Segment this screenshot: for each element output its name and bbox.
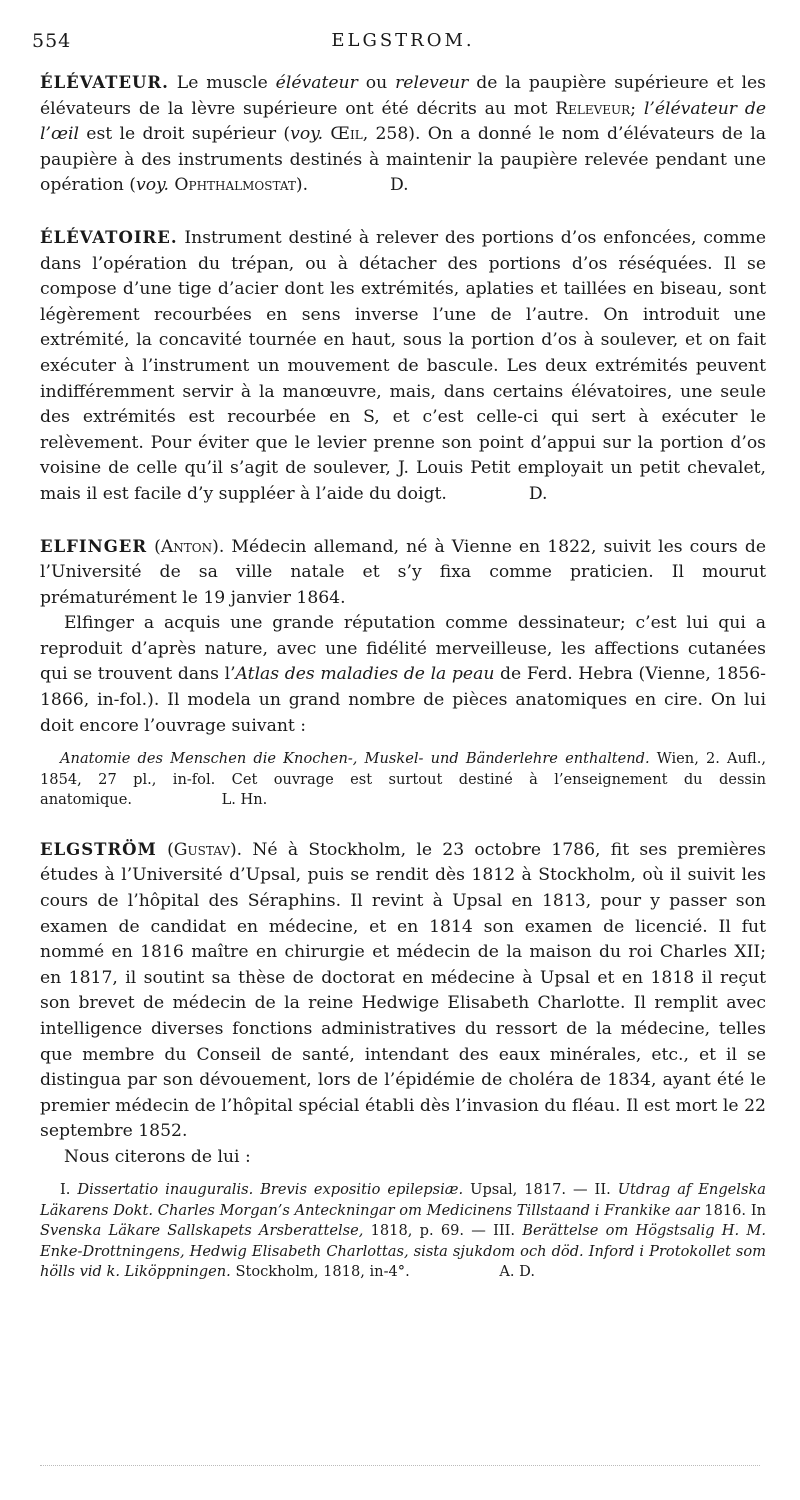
page-header: [32, 30, 766, 58]
entry-elfinger: [40, 534, 766, 811]
entry-paragraph: Elfinger a acquis une grande réputation comme dessinateur; c’est lui qui a reproduit d’après nature, avec une fidélité merveilleuse, les affections cutanées qui se trouvent dans l’Atlas des maladies de la peau de Ferd. Hebra (Vienne, 1856-1866, in-fol.). Il modela un grand nombre de pièces anatomiques en cire. On lui doit encore l’ouvrage suivant :: [40, 613, 766, 736]
small-caps-ref: Œil: [330, 124, 363, 145]
italic-text: Berättelse om Högstsalig H. M. Enke-Drottningens, Hedwig Elisabeth Charlottas, sista sjukdom och död. Inford i Protokollet som hölls vid k. Liköppningen.: [40, 1222, 766, 1281]
author-signature: D.: [528, 483, 548, 504]
headword: ÉLÉVATEUR.: [40, 73, 169, 92]
headword: ELFINGER: [40, 536, 148, 556]
bibliography: Anatomie des Menschen die Knochen-, Muskel- und Bänderlehre enthaltend. Wien, 2. Aufl., 1854, 27 pl., in-fol. Cet ouvrage est surtout destiné à l’enseignement du dessin anatomique. L. Hn.: [40, 749, 766, 811]
italic-text: voy.: [290, 124, 324, 145]
italic-text: Utdrag af Engelska Läkarens Dokt. Charles Morgan’s Anteckningar om Medicinens Tillstaand i Frankike aar: [40, 1181, 767, 1219]
small-caps-ref: Releveur: [555, 98, 631, 119]
author-signature: A. D.: [499, 1263, 535, 1281]
entry-elevatoire: [40, 225, 766, 508]
italic-text: releveur: [395, 73, 469, 93]
small-caps-ref: Ophthalmostat: [174, 175, 296, 196]
page-edge-rule: [40, 1465, 760, 1466]
entry-body: ELGSTRÖM (Gustav). Né à Stockholm, le 23 octobre 1786, fit ses premières études à l’Université d’Upsal, puis se rendit dès 1812 à Stockholm, où il suivit les cours de l’hôpital des Séraphins. Il revint à Upsal en 1813, pour y passer son examen de candidat en médecine, et en 1814 son examen de licencié. Il fut nommé en 1816 maître en chirurgie et médecin de la maison du roi Charles XII; en 1817, il soutint sa thèse de doctorat en médecine à Upsal et en 1818 il reçut son brevet de médecin de la reine Hedwige Elisabeth Charlotte. Il remplit avec intelligence diverses fonctions administratives du ressort de la médecine, telles que membre du Conseil de santé, intendant des eaux minérales, etc., et il se distingua par son dévouement, lors de l’épidémie de choléra de 1834, ayant été le premier médecin de l’hôpital spécial établi dès l’invasion du fléau. Il est mort le 22 septembre 1852.: [40, 839, 766, 1142]
italic-text: Dissertatio inauguralis. Brevis expositio epilepsiæ.: [77, 1181, 464, 1199]
small-caps-ref: Anton: [160, 536, 213, 557]
entry-paragraph: Nous citerons de lui :: [64, 1146, 251, 1167]
author-signature: D.: [389, 175, 409, 196]
entry-elevateur: [40, 70, 766, 199]
page: [32, 30, 767, 1283]
headword: ELGSTRÖM: [40, 839, 157, 859]
italic-text: Atlas des maladies de la peau: [235, 664, 495, 685]
small-caps-ref: Gustav: [173, 839, 230, 860]
entry-body: ÉLÉVATOIRE. Instrument destiné à relever des portions d’os enfoncées, comme dans l’opération du trépan, ou à détacher des portions d’os réséquées. Il se compose d’une tige d’acier dont les extrémités, aplaties et taillées en biseau, sont légèrement recourbées en sens inverse l’une de l’autre. On introduit une extrémité, la concavité tournée en haut, sous la portion d’os à soulever, et on fait exécuter à l’instrument un mouvement de bascule. Les deux extrémités peuvent indifféremment servir à la manœuvre, mais, dans certains élévatoires, une seule des extrémités est recourbée en S, et c’est celle-ci qui sert à exécuter le relèvement. Pour éviter que le levier prenne son point d’appui sur la portion d’os voisine de celle qu’il s’agit de soulever, J. Louis Petit employait un petit chevalet, mais il est facile d’y suppléer à l’aide du doigt. D.: [40, 225, 766, 508]
bibliography: I. Dissertatio inauguralis. Brevis expositio epilepsiæ. Upsal, 1817. — II. Utdrag af Engelska Läkarens Dokt. Charles Morgan’s Anteckningar om Medicinens Tillstaand i Frankike aar 1816. In Svenska Läkare Sallskapets Arsberattelse, 1818, p. 69. — III. Berättelse om Högstsalig H. M. Enke-Drottningens, Hedwig Elisabeth Charlottas, sista sjukdom och död. Inford i Protokollet som hölls vid k. Liköppningen. Stockholm, 1818, in-4°. A. D.: [40, 1180, 766, 1283]
italic-text: voy.: [135, 175, 169, 196]
entry-elgstrom: [40, 837, 766, 1283]
page-number: 554: [32, 30, 72, 52]
running-head: ELGSTROM.: [331, 30, 475, 51]
italic-text: Anatomie des Menschen die Knochen-, Muskel- und Bänderlehre enthaltend.: [60, 750, 650, 768]
italic-text: élévateur: [275, 73, 358, 93]
headword: ÉLÉVATOIRE.: [40, 227, 178, 247]
italic-text: l’élévateur de l’œil: [40, 98, 766, 145]
author-signature: L. Hn.: [221, 791, 268, 809]
italic-text: Svenska Läkare Sallskapets Arsberattelse,: [40, 1222, 364, 1240]
entry-body: ÉLÉVATEUR. Le muscle élévateur ou releveur de la paupière supérieure et les élévateurs de la lèvre supérieure ont été décrits au mot Releveur; l’élévateur de l’œil est le droit supérieur (voy. Œil, 258). On a donné le nom d’élévateurs de la paupière à des instruments destinés à maintenir la paupière relevée pendant une opération (voy. Ophthalmostat). D.: [40, 70, 766, 199]
entry-body: ELFINGER (Anton). Médecin allemand, né à Vienne en 1822, suivit les cours de l’Université de sa ville natale et s’y fixa comme praticien. Il mourut prématurément le 19 janvier 1864.: [40, 536, 766, 608]
